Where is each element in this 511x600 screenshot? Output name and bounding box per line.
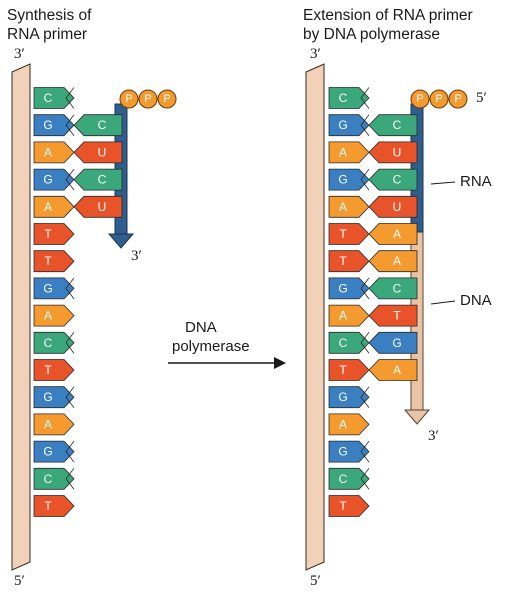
right-paired-label-9: G bbox=[392, 335, 402, 350]
left-template-label-1: G bbox=[43, 118, 53, 133]
left-template-label-10: T bbox=[44, 363, 52, 377]
right-paired-label-4: U bbox=[392, 199, 402, 214]
right-paired-label-8: T bbox=[393, 308, 401, 323]
left-template-label-0: C bbox=[43, 91, 53, 105]
left-rna-strand-arrowhead bbox=[109, 234, 133, 248]
dna-leader-line bbox=[431, 301, 455, 304]
left-template-base-11 bbox=[34, 387, 74, 408]
left-template-base-5 bbox=[34, 224, 74, 245]
left-template-label-6: T bbox=[44, 254, 52, 269]
right-template-base-11 bbox=[329, 387, 369, 408]
right-template-label-6: T bbox=[339, 254, 347, 269]
left-template-label-15: T bbox=[44, 499, 52, 513]
right-template-label-13: G bbox=[338, 444, 348, 459]
left-paired-label-3: C bbox=[97, 172, 107, 187]
right-template-3prime-label: 3′ bbox=[310, 46, 321, 62]
right-template-label-4: A bbox=[338, 199, 348, 214]
right-paired-label-3: C bbox=[392, 172, 402, 187]
right-phosphate-label-2: P bbox=[454, 93, 462, 105]
right-template-base-3 bbox=[329, 169, 369, 190]
left-template-label-7: G bbox=[43, 281, 53, 296]
left-template-base-7 bbox=[34, 278, 74, 299]
process-arrow-head bbox=[274, 357, 286, 369]
left-template-backbone bbox=[12, 64, 30, 570]
right-template-base-7 bbox=[329, 278, 369, 299]
right-new-strand-3prime-label: 3′ bbox=[428, 428, 439, 444]
left-template-base-3 bbox=[34, 169, 74, 190]
left-template-base-0 bbox=[34, 88, 74, 109]
right-template-label-2: A bbox=[338, 145, 348, 160]
right-template-backbone bbox=[306, 64, 324, 570]
right-template-base-1 bbox=[329, 115, 369, 136]
right-template-base-13 bbox=[329, 441, 369, 462]
left-template-base-9 bbox=[34, 332, 74, 353]
right-template-base-12 bbox=[329, 414, 369, 435]
left-template-label-13: G bbox=[43, 444, 53, 459]
right-template-base-6 bbox=[329, 251, 369, 272]
left-template-5prime-label: 5′ bbox=[14, 573, 25, 589]
right-paired-label-7: C bbox=[392, 281, 402, 296]
right-template-label-3: G bbox=[338, 172, 348, 187]
right-phosphate-label-1: P bbox=[435, 93, 443, 105]
left-title-line1: Synthesis of bbox=[7, 7, 92, 24]
right-template-label-9: C bbox=[338, 335, 348, 350]
left-paired-label-2: U bbox=[97, 145, 107, 160]
left-template-base-1 bbox=[34, 115, 74, 136]
left-title-line2: RNA primer bbox=[7, 26, 88, 43]
right-primer-5prime-label: 5′ bbox=[476, 90, 487, 106]
left-template-label-5: T bbox=[44, 227, 52, 241]
left-phosphate-label-1: P bbox=[144, 93, 152, 105]
left-paired-label-1: C bbox=[97, 118, 107, 133]
right-paired-label-10: A bbox=[392, 363, 402, 377]
right-template-base-0 bbox=[329, 88, 369, 109]
arrow-label-line1: DNA bbox=[185, 319, 217, 336]
right-dna-strand-arrowhead bbox=[405, 410, 429, 424]
right-template-label-8: A bbox=[338, 308, 348, 323]
right-phosphate-label-0: P bbox=[416, 93, 424, 105]
right-paired-label-5: A bbox=[392, 227, 402, 241]
right-template-base-9 bbox=[329, 332, 369, 353]
right-template-base-5 bbox=[329, 224, 369, 245]
rna-label: RNA bbox=[460, 173, 492, 190]
left-paired-label-4: U bbox=[97, 199, 107, 214]
right-template-base-10 bbox=[329, 360, 369, 381]
left-template-label-3: G bbox=[43, 172, 53, 187]
right-template-base-14 bbox=[329, 468, 369, 489]
right-title-line2: by DNA polymerase bbox=[303, 26, 440, 43]
left-template-base-4 bbox=[34, 196, 74, 217]
right-template-base-2 bbox=[329, 142, 369, 163]
right-template-label-10: T bbox=[339, 363, 347, 377]
right-template-label-11: G bbox=[338, 390, 348, 405]
left-template-base-12 bbox=[34, 414, 74, 435]
left-template-label-11: G bbox=[43, 390, 53, 405]
right-template-label-0: C bbox=[338, 91, 348, 105]
left-phosphate-label-2: P bbox=[163, 93, 171, 105]
left-phosphate-label-0: P bbox=[125, 93, 133, 105]
arrow-label-line2: polymerase bbox=[172, 338, 250, 355]
right-template-label-7: G bbox=[338, 281, 348, 296]
right-paired-label-1: C bbox=[392, 118, 402, 133]
left-template-base-10 bbox=[34, 360, 74, 381]
left-template-label-9: C bbox=[43, 335, 53, 350]
left-template-label-8: A bbox=[43, 308, 53, 323]
left-template-base-8 bbox=[34, 305, 74, 326]
right-template-base-4 bbox=[329, 196, 369, 217]
right-template-label-15: T bbox=[339, 499, 347, 513]
left-template-label-2: A bbox=[43, 145, 53, 160]
right-template-base-8 bbox=[329, 305, 369, 326]
dna-label: DNA bbox=[460, 292, 492, 309]
left-template-base-13 bbox=[34, 441, 74, 462]
right-paired-label-2: U bbox=[392, 145, 402, 160]
left-template-base-2 bbox=[34, 142, 74, 163]
right-template-5prime-label: 5′ bbox=[310, 573, 321, 589]
right-paired-label-6: A bbox=[392, 254, 402, 269]
left-template-base-14 bbox=[34, 468, 74, 489]
left-primer-3prime-label: 3′ bbox=[131, 248, 142, 264]
left-template-3prime-label: 3′ bbox=[14, 46, 25, 62]
left-template-label-4: A bbox=[43, 199, 53, 214]
right-template-base-15 bbox=[329, 496, 369, 517]
left-template-label-14: C bbox=[43, 471, 53, 486]
left-template-base-15 bbox=[34, 496, 74, 517]
right-template-label-5: T bbox=[339, 227, 347, 241]
left-template-label-12: A bbox=[43, 417, 53, 432]
right-title-line1: Extension of RNA primer bbox=[303, 7, 473, 24]
left-template-base-6 bbox=[34, 251, 74, 272]
right-template-label-14: C bbox=[338, 471, 348, 486]
right-template-label-1: G bbox=[338, 118, 348, 133]
right-template-label-12: A bbox=[338, 417, 348, 432]
rna-leader-line bbox=[431, 182, 455, 184]
